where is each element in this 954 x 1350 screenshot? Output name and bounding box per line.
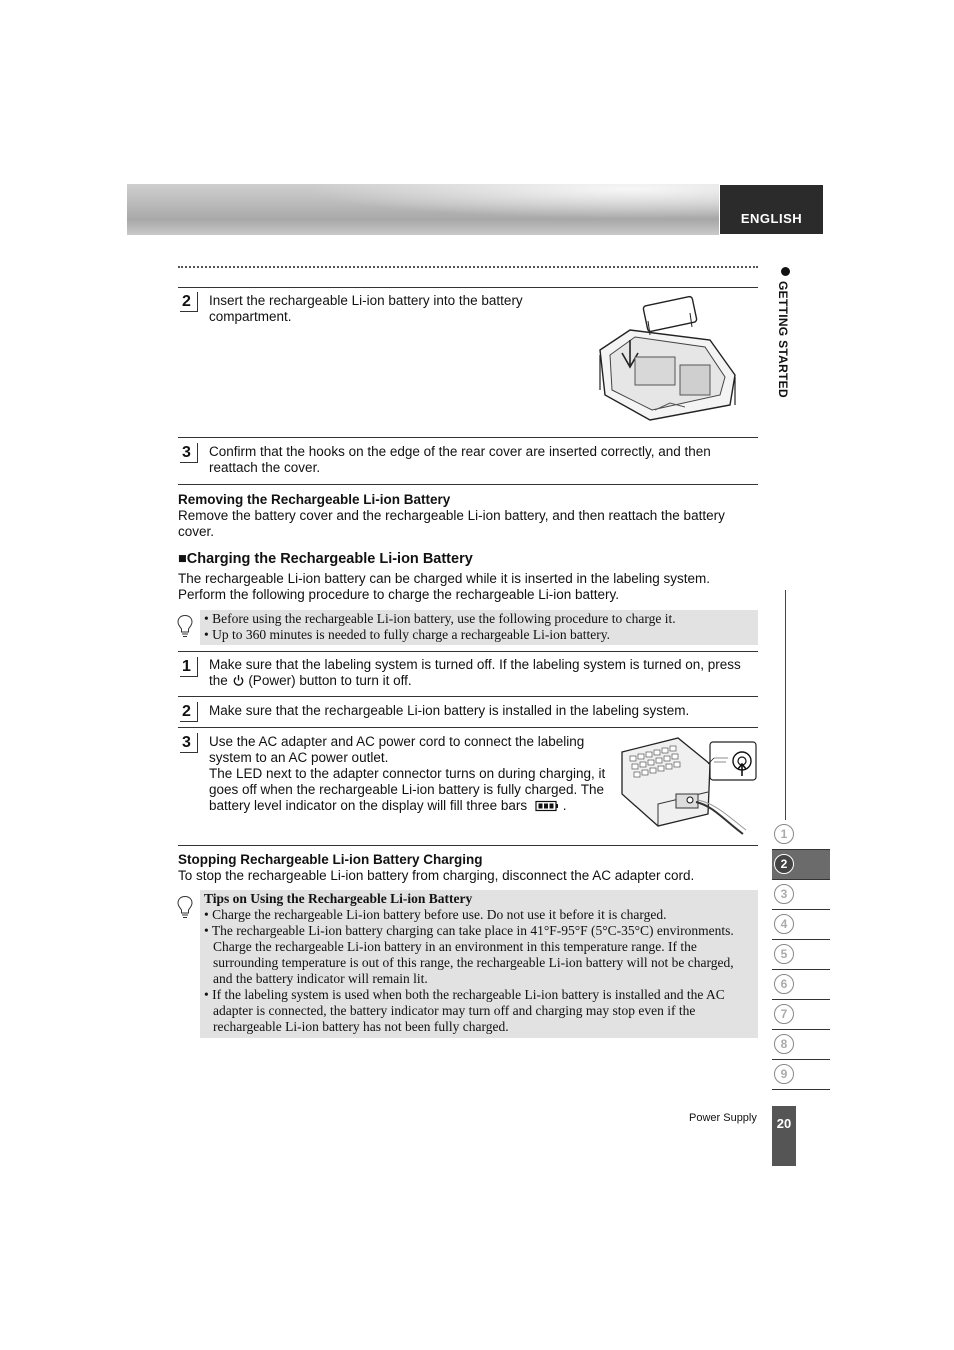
step-number: 2 [180, 702, 198, 722]
chapter-tab-1[interactable]: 1 [772, 820, 830, 850]
note-box [200, 610, 758, 645]
step-divider [178, 696, 758, 697]
page-number: 20 [772, 1106, 796, 1166]
power-icon [232, 674, 245, 687]
chapter-tab-4[interactable]: 4 [772, 910, 830, 940]
tips-box [200, 890, 758, 1038]
stopping-text: To stop the rechargeable Li-ion battery from charging, disconnect the AC adapter cord. [178, 868, 695, 883]
battery-insertion-illustration [590, 295, 745, 425]
step-divider [178, 845, 758, 846]
chapter-tab-7[interactable]: 7 [772, 1000, 830, 1030]
step-divider [178, 437, 758, 438]
ac-adapter-illustration [618, 734, 760, 838]
battery-icon [535, 800, 559, 812]
step-number: 1 [180, 657, 198, 677]
step-text: Insert the rechargeable Li-ion battery into the battery compartment. [209, 293, 523, 324]
tips-title: Tips on Using the Rechargeable Li-ion Battery [204, 891, 473, 906]
step-text: Confirm that the hooks on the edge of the rear cover are inserted correctly, and then reattach the cover. [209, 444, 711, 475]
section-side-label: GETTING STARTED [776, 265, 796, 425]
step-text: Make sure that the labeling system is turned off. If the labeling system is turned on, press the (Power) button to turn it off. [209, 657, 741, 688]
step-text: Use the AC adapter and AC power cord to connect the labeling system to an AC power outlet. The LED next to the adapter connector turns on during charging, it goes off when the rechargeable Li-ion battery is fully charged. The battery level indicator on the display will fill three bars . [209, 734, 606, 813]
bullet-icon [781, 267, 790, 276]
side-vertical-rule [785, 590, 786, 820]
chapter-tab-2[interactable]: 2 [772, 850, 830, 880]
lightbulb-icon [176, 895, 194, 919]
chapter-tab-9[interactable]: 9 [772, 1060, 830, 1090]
chapter-tab-3[interactable]: 3 [772, 880, 830, 910]
tips-item: • The rechargeable Li-ion battery charging can take place in 41°F-95°F (5°C-35°C) environments. Charge the rechargeable Li-ion battery in an environment in this temperature range. If the surrounding temperature is out of this range, the rechargeable Li-ion battery will not be charged, and the battery indicator will remain lit. [204, 923, 734, 986]
step-divider [178, 287, 758, 288]
step-text: Make sure that the rechargeable Li-ion battery is installed in the labeling system. [209, 703, 690, 718]
subheading-stopping: Stopping Rechargeable Li-ion Battery Charging [178, 852, 483, 867]
lightbulb-icon [176, 614, 194, 638]
removing-text: Remove the battery cover and the rechargeable Li-ion battery, and then reattach the battery cover. [178, 508, 725, 539]
section-heading [178, 551, 473, 567]
step-divider [178, 651, 758, 652]
subheading-removing: Removing the Rechargeable Li-ion Battery [178, 492, 451, 507]
charging-intro: The rechargeable Li-ion battery can be charged while it is inserted in the labeling system. Perform the following procedure to charge the rechargeable Li-ion battery. [178, 571, 711, 602]
step-number: 3 [180, 443, 198, 463]
header-band [127, 184, 719, 235]
chapter-nav [772, 820, 830, 1090]
section-divider-dotted [178, 266, 758, 268]
square-bullet-icon: ■ [178, 551, 187, 567]
note-item: • Before using the rechargeable Li-ion battery, use the following procedure to charge it. [204, 611, 676, 626]
tips-item: • If the labeling system is used when both the rechargeable Li-ion battery is installed and the AC adapter is connected, the battery indicator may turn off and charging may stop even if the rechargeable Li-ion battery has not been fully charged. [204, 987, 725, 1034]
chapter-tab-6[interactable]: 6 [772, 970, 830, 1000]
step-number: 2 [180, 292, 198, 312]
step-divider [178, 727, 758, 728]
step-divider [178, 484, 758, 485]
step-number: 3 [180, 733, 198, 753]
chapter-tab-5[interactable]: 5 [772, 940, 830, 970]
language-tab: ENGLISH [720, 185, 823, 234]
tips-item: • Charge the rechargeable Li-ion battery before use. Do not use it before it is charged. [204, 907, 667, 922]
chapter-tab-8[interactable]: 8 [772, 1030, 830, 1060]
footer-section-name: Power Supply [689, 1112, 757, 1124]
note-item: • Up to 360 minutes is needed to fully charge a rechargeable Li-ion battery. [204, 627, 610, 642]
charging-heading: Charging the Rechargeable Li-ion Battery [186, 551, 473, 567]
